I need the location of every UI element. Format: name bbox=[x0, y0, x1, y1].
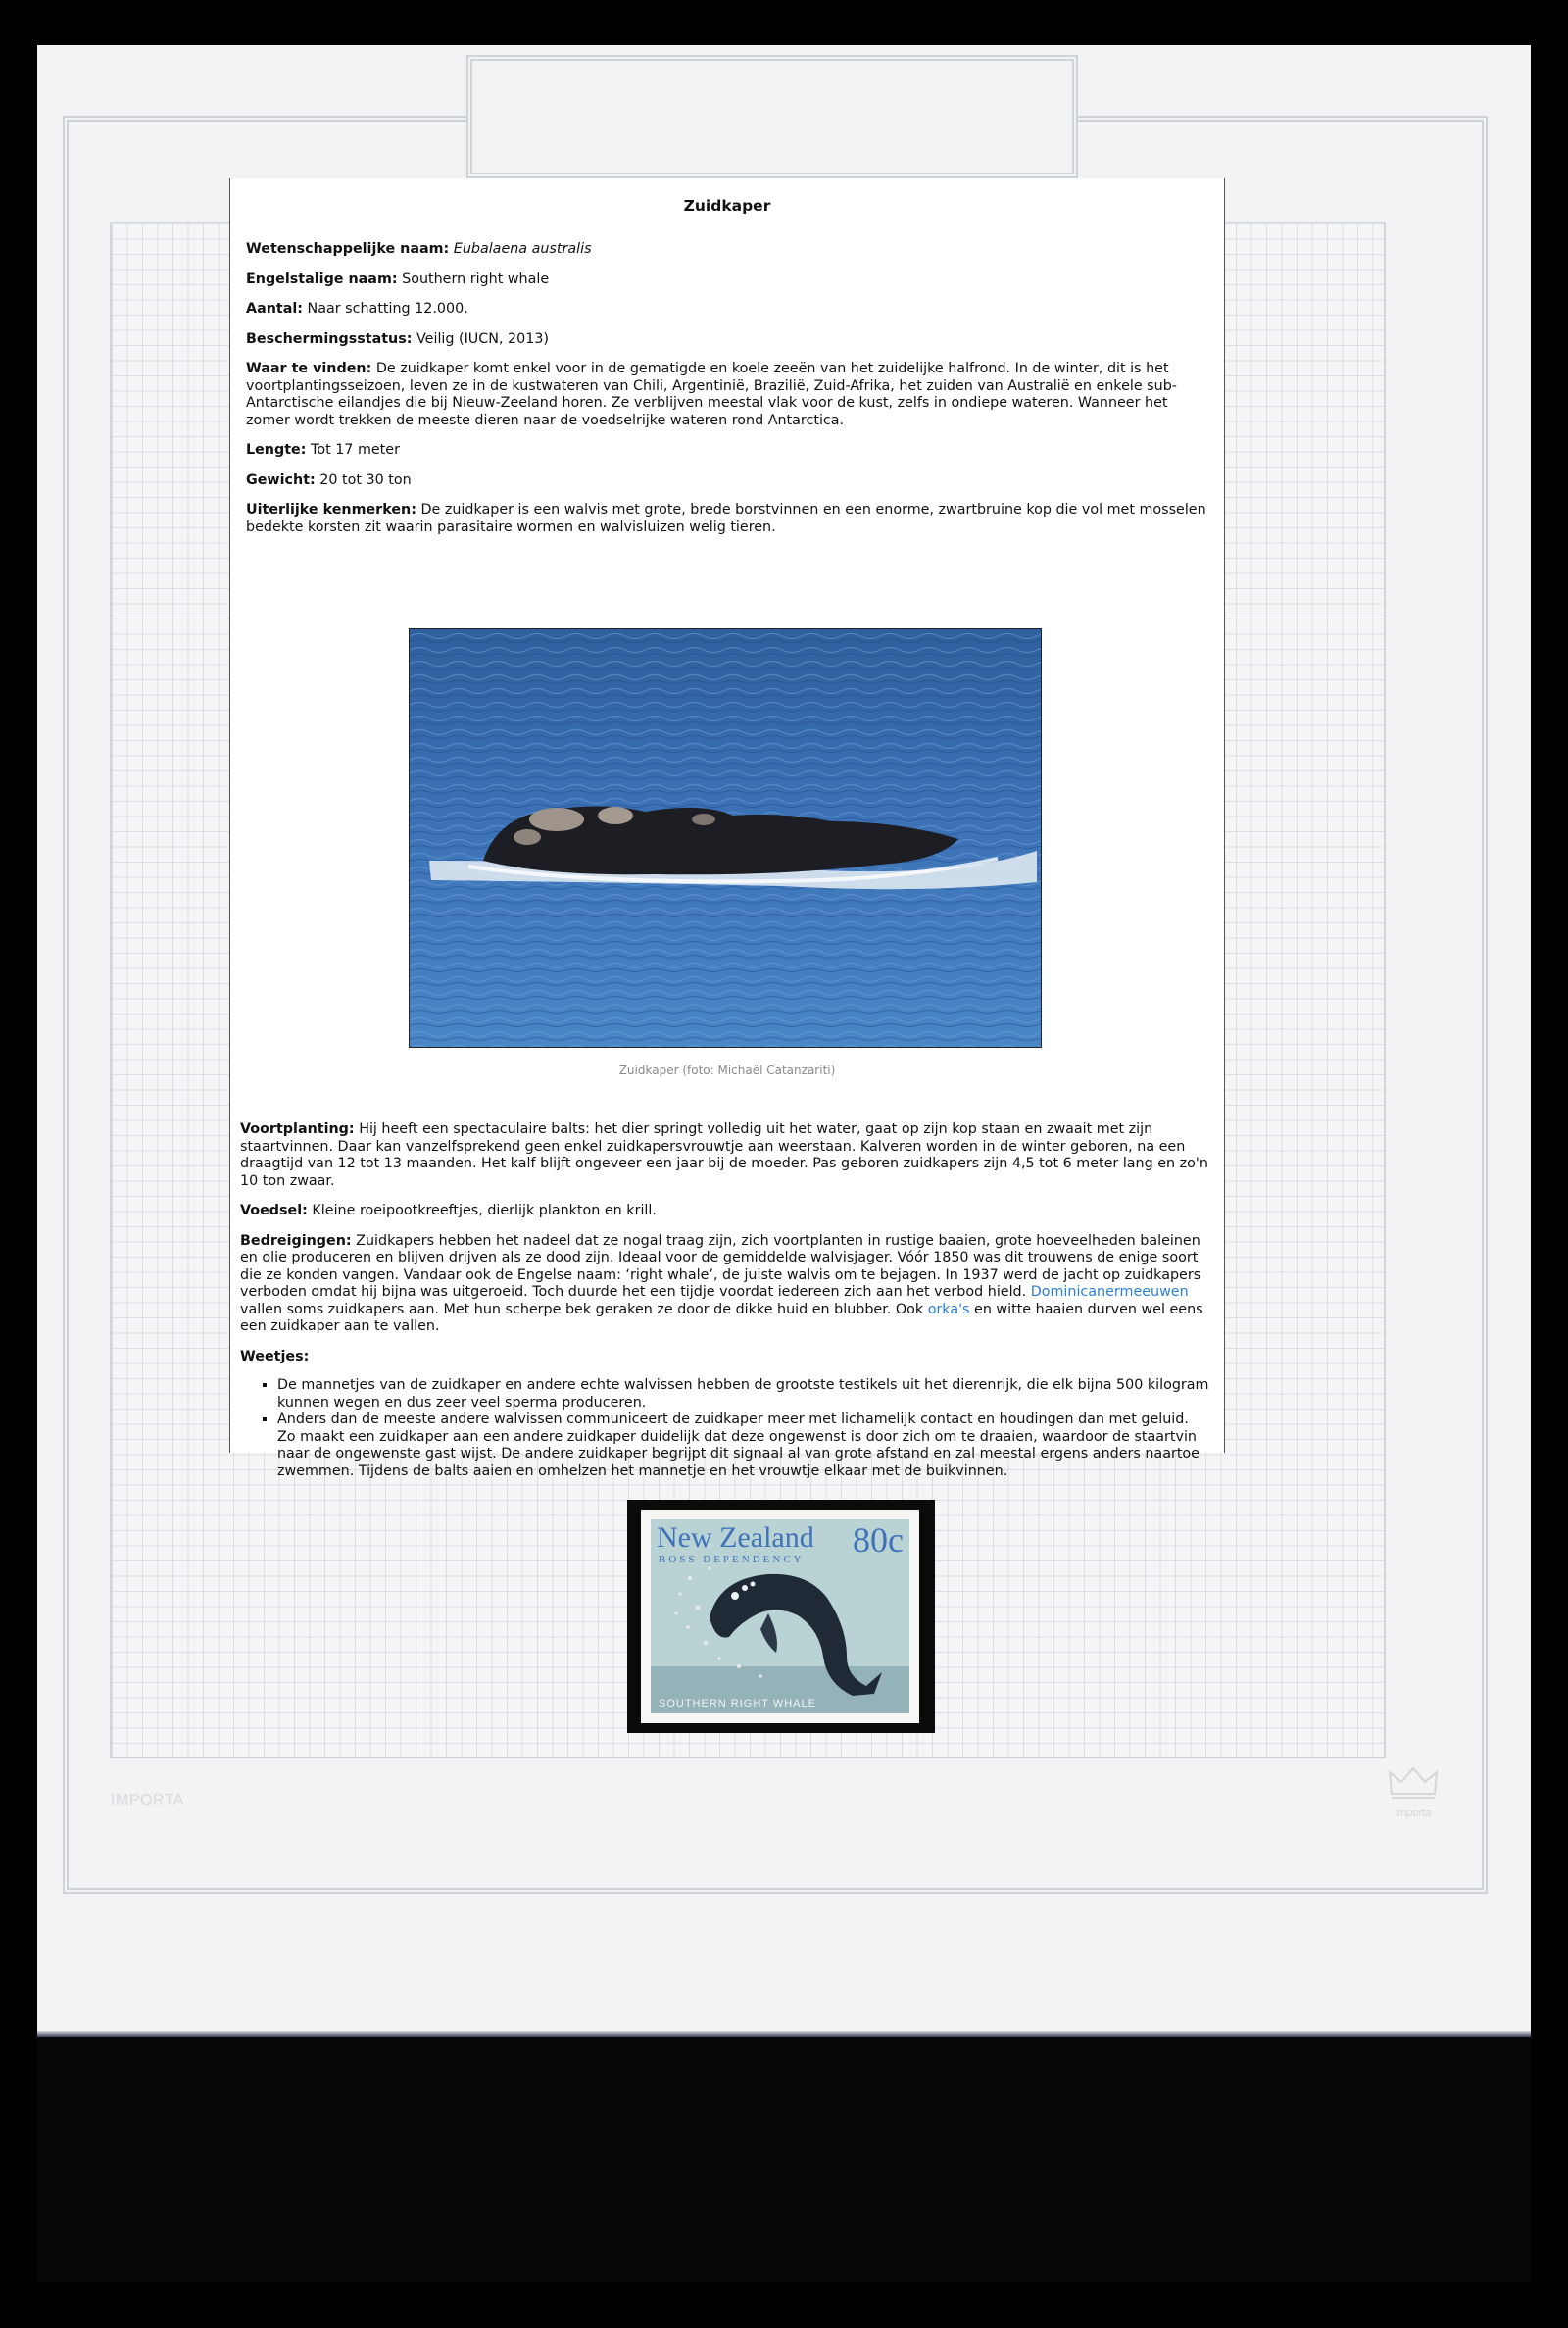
fact-scientific-name bbox=[246, 241, 1206, 259]
stamp-caption: SOUTHERN RIGHT WHALE bbox=[659, 1698, 816, 1709]
whale-photo-image bbox=[410, 629, 1042, 1048]
fact-label: Lengte: bbox=[246, 442, 307, 458]
postage-stamp bbox=[627, 1500, 935, 1733]
fact-status bbox=[246, 331, 1206, 349]
list-item: ▪ Anders dan de meeste andere walvissen communiceert de zuidkaper meer met lichamelijk contact en houdingen dan met geluid. Zo maakt een zuidkaper aan een andere zuidkaper duidelijk dat deze ongewenst is door zich om te draaien, waardoor de staartvin naar de ongewenste gast wijst. De andere zuidkaper begrijpt dit signaal al van grote afstand en zal meestal ergens anders naartoe zwemmen. Tijdens de balts aaien en omhelzen het mannetje en het vrouwtje elkaar met de buikvinnen. bbox=[277, 1412, 1210, 1480]
photo-caption: Zuidkaper (foto: Michaël Catanzariti) bbox=[618, 1064, 836, 1077]
fact-habitat bbox=[246, 361, 1206, 429]
trivia-heading: Weetjes: bbox=[240, 1348, 310, 1364]
stamp-value: 80c bbox=[853, 1520, 904, 1560]
fact-population bbox=[246, 301, 1206, 319]
fact-label: Waar te vinden: bbox=[246, 361, 372, 376]
trivia-list bbox=[240, 1377, 1210, 1480]
fact-label: Beschermingsstatus: bbox=[246, 330, 413, 347]
fact-appearance bbox=[246, 502, 1206, 536]
background-band bbox=[37, 2037, 1531, 2282]
section-text: Kleine roeipootkreeftjes, dierlijk plankton en krill. bbox=[312, 1203, 657, 1218]
reproduction-paragraph bbox=[240, 1121, 1210, 1190]
section-text: en witte haaien durven wel eens een zuidkaper aan te vallen. bbox=[240, 1301, 1203, 1334]
brand-logo-text: importa bbox=[1395, 1808, 1432, 1819]
fact-value: Eubalaena australis bbox=[453, 241, 592, 257]
section-text: Hij heeft een spectaculaire balts: het dier springt volledig uit het water, gaat op zijn kop staan en zwaait met zijn staartvinnen. Daar kan vanzelfsprekend geen enkel zuidkapersvrouwtje aan weerstaan. Kalveren worden in de winter geboren, na een draagtijd van 12 tot 13 maanden. Het kalf blijft ongeveer een jaar bij de moeder. Pas geboren zuidkapers zijn 4,5 tot 6 meter lang en zo'n 10 ton zwaar. bbox=[240, 1121, 1208, 1189]
section-label: Voedsel: bbox=[240, 1203, 308, 1218]
fact-value: Veilig (IUCN, 2013) bbox=[416, 330, 550, 347]
section-text: Zuidkapers hebben het nadeel dat ze nogal traag zijn, zich voortplanten in rustige baaien, grote hoeveelheden baleinen en olie produceren en blijven drijven als ze dood zijn. Ideaal voor de gemiddelde walvisjager. Vóór 1850 was dit trouwens de enige soort die ze konden vangen. Vandaar ook de Engelse naam: ‘right whale’, de juiste walvis om te bejagen. In 1937 werd de jacht op zuidkapers verboden omdat hij bijna was uitgeroeid. Toch duurde het een tijdje voordat iedereen zich aan het verbod hield. bbox=[240, 1232, 1201, 1300]
whale-photo bbox=[409, 628, 1042, 1048]
fact-value: 20 tot 30 ton bbox=[319, 471, 412, 488]
brand-mark-left: IMPORTA bbox=[111, 1792, 184, 1808]
stamp-paper bbox=[641, 1510, 919, 1723]
fact-label: Engelstalige naam: bbox=[246, 271, 398, 287]
facts-block bbox=[246, 241, 1206, 549]
stamp-country: New Zealand bbox=[657, 1521, 814, 1554]
fact-label: Wetenschappelijke naam: bbox=[246, 241, 450, 257]
fact-label: Aantal: bbox=[246, 301, 303, 317]
fact-label: Uiterlijke kenmerken: bbox=[246, 502, 416, 518]
fact-value: Naar schatting 12.000. bbox=[307, 301, 468, 317]
fact-value: Southern right whale bbox=[402, 271, 550, 287]
header-title-box bbox=[466, 55, 1078, 178]
list-item: ▪ De mannetjes van de zuidkaper en andere echte walvissen hebben de grootste testikels uit het dierenrijk, die elk bijna 500 kilogram kunnen wegen en dus zeer veel sperma produceren. bbox=[277, 1377, 1210, 1412]
threats-paragraph bbox=[240, 1233, 1210, 1336]
fact-english-name bbox=[246, 272, 1206, 289]
sheet-title: Zuidkaper bbox=[683, 197, 771, 215]
stamp-artwork bbox=[651, 1519, 909, 1713]
stamp-subtitle: ROSS DEPENDENCY bbox=[659, 1554, 805, 1565]
fact-value: De zuidkaper is een walvis met grote, brede borstvinnen en een enorme, zwartbruine kop die vol met mosselen bedekte korsten zit waarin parasitaire wormen en walvisluizen welig tieren. bbox=[246, 502, 1206, 535]
fact-length bbox=[246, 442, 1206, 460]
section-label: Voortplanting: bbox=[240, 1121, 355, 1137]
fact-value: Tot 17 meter bbox=[311, 442, 400, 458]
section-label: Bedreigingen: bbox=[240, 1232, 352, 1249]
link-orkas[interactable]: orka's bbox=[927, 1301, 970, 1317]
section-text: vallen soms zuidkapers aan. Met hun scherpe bek geraken ze door de dikke huid en blubber. Ook bbox=[240, 1301, 924, 1317]
info-sheet bbox=[229, 178, 1225, 1479]
crown-icon bbox=[1386, 1764, 1441, 1804]
brand-logo bbox=[1384, 1764, 1443, 1819]
fact-weight bbox=[246, 472, 1206, 490]
details-block bbox=[240, 1121, 1210, 1480]
fact-label: Gewicht: bbox=[246, 471, 316, 488]
fact-value: De zuidkaper komt enkel voor in de gematigde en koele zeeën van het zuidelijke halfrond. In de winter, dit is het voortplantingsseizoen, leven ze in de kustwateren van Chili, Argentinië, Brazilië, Zuid-Afrika, het zuiden van Australië en enkele sub-Antarctische eilandjes die bij Nieuw-Zeeland horen. Ze verblijven meestal vlak voor de kust, zelfs in ondiepe wateren. Wanneer het zomer wordt trekken de meeste dieren naar de voedselrijke wateren rond Antarctica. bbox=[246, 361, 1177, 428]
food-paragraph bbox=[240, 1203, 1210, 1220]
link-dominicanermeeuwen[interactable]: Dominicanermeeuwen bbox=[1030, 1284, 1189, 1300]
